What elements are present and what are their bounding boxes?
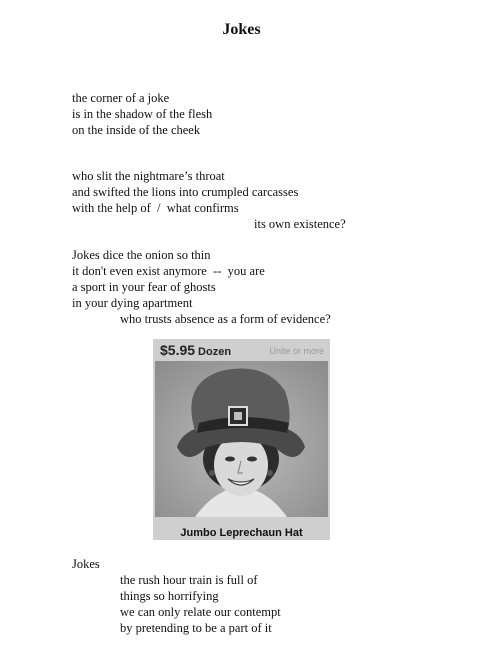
poem-line: it don't even exist anymore -- you are [72,264,265,278]
poem-line: the corner of a joke [72,91,170,105]
poem-line: with the help of / what confirms [72,201,239,215]
poem-line: its own existence? [254,217,346,231]
poem-line: who slit the nightmare’s throat [72,169,225,183]
leprechaun-hat-photo [155,361,328,517]
poem-line: things so horrifying [120,589,219,603]
clipping-faded-text: Unite or more [269,346,324,356]
poem-line: a sport in your fear of ghosts [72,280,216,294]
poem-line: we can only relate our contempt [120,605,281,619]
poem-line: who trusts absence as a form of evidence? [120,312,331,326]
price-unit: Dozen [198,346,232,358]
clipping-price [160,342,231,360]
price-amount: $5.95 [160,342,196,358]
poem-line: Jokes [72,557,100,571]
poem-line: and swifted the lions into crumpled carcasses [72,185,299,199]
poem-line: by pretending to be a part of it [120,621,272,635]
poem-line: Jokes dice the onion so thin [72,248,211,262]
clipping-caption: Jumbo Leprechaun Hat [180,527,303,539]
poem-line: the rush hour train is full of [120,573,258,587]
poem-line: is in the shadow of the flesh [72,107,213,121]
poem-title: Jokes [222,21,261,38]
poem-line: in your dying apartment [72,296,193,310]
leprechaun-hat-clipping [153,339,330,540]
poem-line: on the inside of the cheek [72,123,201,137]
